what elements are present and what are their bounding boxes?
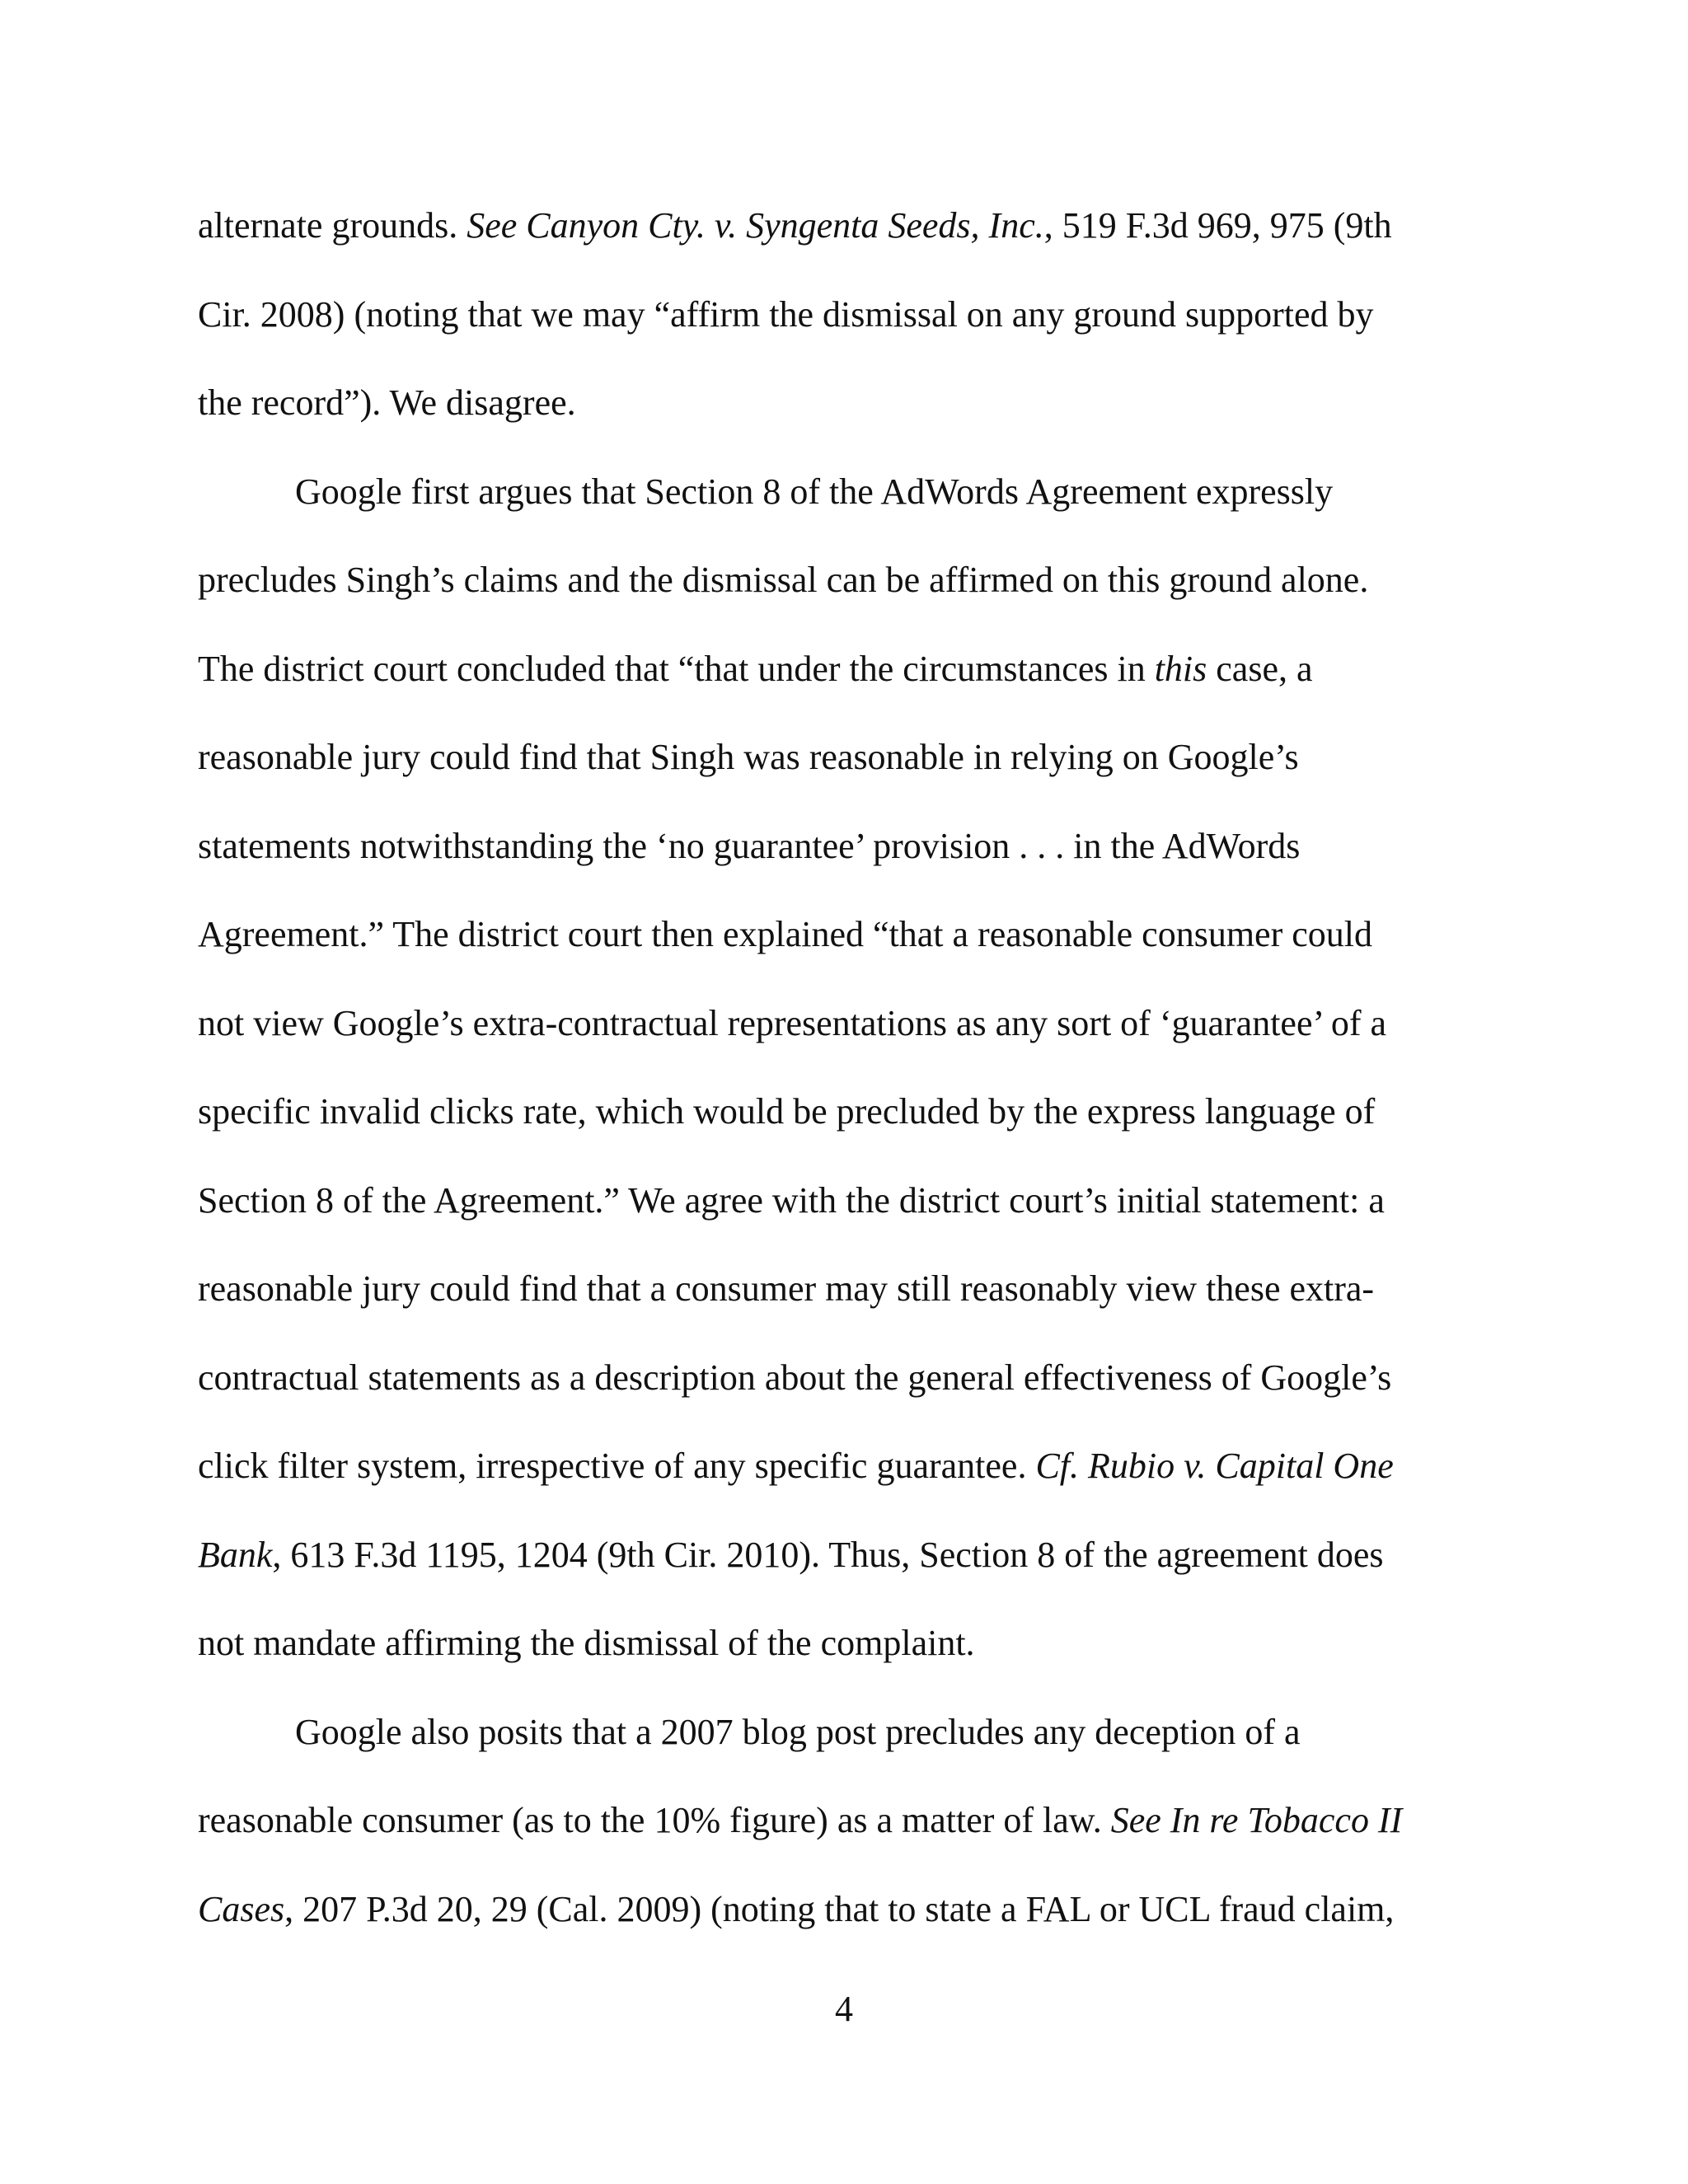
citation-italic: Cases	[198, 1888, 285, 1929]
text-run: case, a	[1207, 648, 1313, 689]
text-run: not mandate affirming the dismissal of the complaint.	[198, 1623, 975, 1663]
text-run: Google also posits that a 2007 blog post precludes any deception of a	[295, 1711, 1301, 1752]
citation-italic: Cf. Rubio v. Capital One	[1035, 1446, 1394, 1486]
text-run: , 519 F.3d 969, 975 (9th	[1043, 205, 1392, 246]
text-line	[198, 1776, 1500, 1865]
text-line	[198, 625, 1500, 714]
text-line	[198, 1599, 1500, 1688]
text-run: reasonable jury could find that Singh was reasonable in relying on Google’s	[198, 737, 1299, 777]
citation-italic: this	[1154, 648, 1207, 689]
text-line	[198, 1156, 1500, 1245]
citation-italic: See Canyon Cty. v. Syngenta Seeds, Inc.	[467, 205, 1044, 246]
text-line	[198, 270, 1500, 359]
text-run: click filter system, irrespective of any specific guarantee.	[198, 1446, 1036, 1486]
text-run: not view Google’s extra-contractual representations as any sort of ‘guarantee’ of a	[198, 1002, 1387, 1043]
text-run: , 207 P.3d 20, 29 (Cal. 2009) (noting that to state a FAL or UCL fraud claim,	[284, 1888, 1395, 1929]
text-run: specific invalid clicks rate, which would be precluded by the express language of	[198, 1091, 1376, 1132]
text-line	[198, 448, 1500, 537]
text-line	[198, 536, 1500, 625]
text-line	[198, 890, 1500, 979]
text-run: Cir. 2008) (noting that we may “affirm the dismissal on any ground supported by	[198, 293, 1374, 335]
text-line	[198, 1422, 1500, 1511]
text-run: the record”). We disagree.	[198, 382, 576, 423]
text-run: Section 8 of the Agreement.” We agree with the district court’s initial statement: a	[198, 1179, 1385, 1221]
text-line	[198, 1067, 1500, 1156]
text-run: Google first argues that Section 8 of the AdWords Agreement expressly	[295, 471, 1334, 512]
text-line	[198, 181, 1500, 270]
text-line	[198, 1333, 1500, 1422]
page-number: 4	[835, 1989, 853, 2029]
text-line	[198, 713, 1500, 802]
text-line	[198, 1511, 1500, 1600]
text-run: precludes Singh’s claims and the dismissal can be affirmed on this ground alone.	[198, 560, 1369, 600]
text-run: contractual statements as a description about the general effectiveness of Google’s	[198, 1357, 1392, 1398]
text-line	[198, 802, 1500, 891]
text-line	[198, 1865, 1500, 1954]
text-run: statements notwithstanding the ‘no guarantee’ provision . . . in the AdWords	[198, 825, 1301, 866]
text-run: reasonable jury could find that a consumer may still reasonably view these extra-	[198, 1268, 1375, 1309]
body-text	[198, 181, 1500, 1953]
text-line	[198, 979, 1500, 1068]
citation-italic: Bank	[198, 1534, 273, 1575]
text-run: Agreement.” The district court then explained “that a reasonable consumer could	[198, 914, 1372, 954]
text-line	[198, 1688, 1500, 1777]
text-run: alternate grounds.	[198, 205, 467, 246]
text-line	[198, 1244, 1500, 1333]
text-line	[198, 359, 1500, 448]
text-run: The district court concluded that “that under the circumstances in	[198, 648, 1155, 689]
citation-italic: See In re Tobacco II	[1110, 1800, 1403, 1840]
text-run: , 613 F.3d 1195, 1204 (9th Cir. 2010). Thus, Section 8 of the agreement does	[272, 1534, 1384, 1575]
text-run: reasonable consumer (as to the 10% figure) as a matter of law.	[198, 1800, 1111, 1840]
